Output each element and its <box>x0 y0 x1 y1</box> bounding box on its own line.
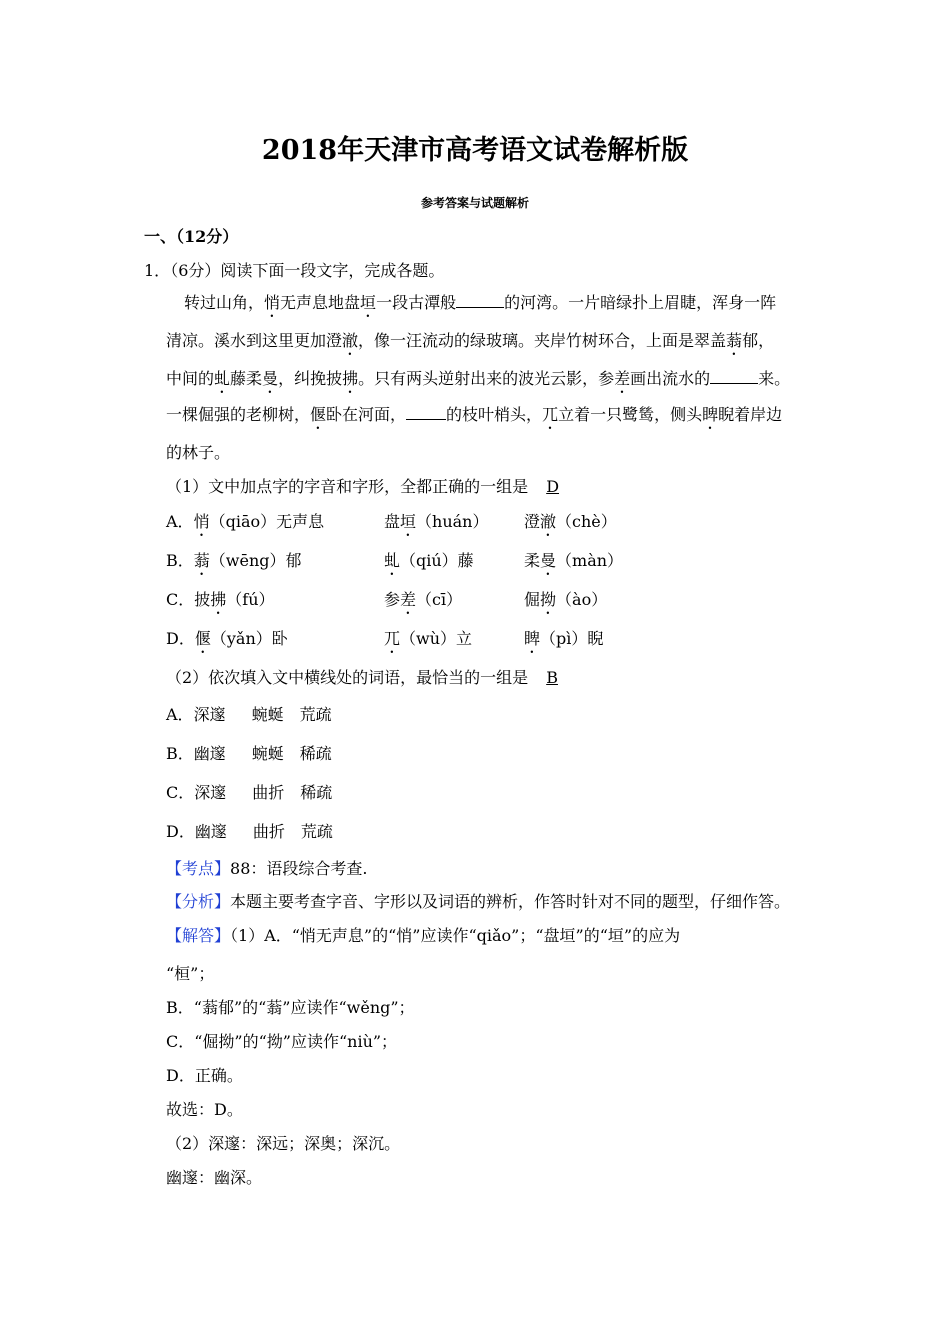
passage-text: 清凉。溪水到这里更加澄 <box>166 331 343 350</box>
dotted-char: 曼 <box>262 369 279 388</box>
dotted-char: 垣 <box>360 293 377 312</box>
option-letter: D． <box>166 822 195 841</box>
fill-blank-2 <box>710 369 758 384</box>
passage-line-2 <box>166 328 774 359</box>
dotted-char: 垣 <box>400 512 417 531</box>
subquestion-text: （1）文中加点字的字音和字形，全都正确的一组是 <box>166 477 529 496</box>
option-word: 稀疏 <box>299 744 332 763</box>
option-1A <box>166 509 324 540</box>
option-2C <box>166 780 332 803</box>
passage-text: 藤柔 <box>230 369 263 388</box>
dotted-char: 拂 <box>342 369 359 388</box>
option-text: （cī） <box>416 590 463 609</box>
subquestion-text: （2）依次填入文中横线处的词语，最恰当的一组是 <box>166 668 529 687</box>
passage-text: 郁， <box>742 331 775 350</box>
kaodian-text: 88：语段综合考查. <box>230 859 368 878</box>
dotted-char: 偃 <box>194 629 211 648</box>
option-text: （wù）立 <box>400 629 473 648</box>
answer-2: B <box>546 668 558 687</box>
passage-text: 。只有两头逆射出来的波光云影，参 <box>358 369 615 388</box>
passage-line-1 <box>184 290 776 321</box>
option-text: 盘 <box>384 512 401 531</box>
page-subtitle: 参考答案与试题解析 <box>420 196 529 210</box>
jieda-text: （1）A．“悄无声息”的“悄”应读作“qiǎo”；“盘垣”的“垣”的应为 <box>230 926 681 945</box>
option-1D-col3 <box>524 626 603 657</box>
jieda-line-3: B．“蓊郁”的“蓊”应读作“wěng”； <box>166 998 415 1017</box>
subquestion-2-prompt <box>166 665 558 688</box>
option-1B <box>166 548 302 579</box>
passage-text: 立着一只鹭鸶，侧头 <box>558 405 703 424</box>
fenxi-tag: 【分析】 <box>166 892 231 911</box>
dotted-char: 睥 <box>702 405 719 424</box>
dotted-char: 拂 <box>210 590 227 609</box>
question-number: 1． <box>144 261 171 280</box>
jieda-line-6: 故选：D。 <box>166 1100 243 1119</box>
option-text: 柔 <box>524 551 541 570</box>
dotted-char: 差 <box>400 590 417 609</box>
passage-text: 一段古潭般 <box>376 293 457 312</box>
passage-text: 一棵倔强的老柳树， <box>166 405 311 424</box>
jieda-line-4: C．“倔拗”的“拗”应读作“niù”； <box>166 1032 398 1051</box>
subquestion-1-prompt <box>166 474 559 497</box>
option-word: 蜿蜒 <box>251 744 284 763</box>
option-text: 倔 <box>524 590 541 609</box>
dotted-char: 澈 <box>342 331 359 350</box>
option-word: 荒疏 <box>299 705 332 724</box>
passage-text: 的枝叶梢头， <box>446 405 543 424</box>
option-word: 曲折 <box>252 822 285 841</box>
dotted-char: 蓊 <box>726 331 743 350</box>
jieda-line-1 <box>166 923 680 946</box>
option-1A-col2 <box>384 509 489 540</box>
option-word: 稀疏 <box>300 783 333 802</box>
option-2A <box>166 702 332 725</box>
option-letter: A． <box>166 512 194 531</box>
dotted-char: 兀 <box>384 629 401 648</box>
option-letter: C． <box>166 590 195 609</box>
question-prompt: （6分）阅读下面一段文字，完成各题。 <box>170 261 445 280</box>
dotted-char: 蓊 <box>193 551 210 570</box>
passage-text: 卧在河面， <box>326 405 407 424</box>
option-letter: C． <box>166 783 195 802</box>
option-1D-col2 <box>384 626 472 657</box>
kaodian-tag: 【考点】 <box>166 859 231 878</box>
option-text: （qiāo）无声息 <box>209 512 325 531</box>
dotted-char: 睥 <box>524 629 541 648</box>
passage-text: ，纠挽披 <box>278 369 343 388</box>
option-word: 蜿蜒 <box>251 705 284 724</box>
option-1C-col2 <box>384 587 462 618</box>
dotted-char: 差 <box>614 369 631 388</box>
option-1B-col2 <box>384 548 474 579</box>
option-text: （wēng）郁 <box>209 551 302 570</box>
passage-text: 转过山角， <box>184 293 265 312</box>
option-1C-col3 <box>524 587 607 618</box>
option-word: 曲折 <box>252 783 285 802</box>
option-text: （chè） <box>556 512 617 531</box>
section-heading: 一、（12分） <box>144 227 239 246</box>
option-text: 披 <box>194 590 211 609</box>
passage-text: 无声息地盘 <box>280 293 361 312</box>
jieda-line-8: 幽邃：幽深。 <box>166 1168 263 1187</box>
passage-line-3 <box>166 366 790 397</box>
option-letter: D． <box>166 629 195 648</box>
dotted-char: 兀 <box>542 405 559 424</box>
option-word: 荒疏 <box>300 822 333 841</box>
option-text: （fú） <box>226 590 275 609</box>
fenxi-line <box>166 889 790 912</box>
passage-line-4 <box>166 402 782 433</box>
option-text: （yǎn）卧 <box>210 629 288 648</box>
option-word: 幽邃 <box>193 744 226 763</box>
kaodian-line <box>166 856 367 879</box>
passage-text: 来。 <box>758 369 791 388</box>
passage-text: 中间的 <box>166 369 215 388</box>
dotted-char: 悄 <box>193 512 210 531</box>
jieda-line-7: （2）深邃：深远；深奥；深沉。 <box>166 1134 401 1153</box>
option-1B-col3 <box>524 548 623 579</box>
page-title: 2018年天津市高考语文试卷解析版 <box>261 135 689 166</box>
fenxi-text: 本题主要考查字音、字形以及词语的辨析，作答时针对不同的题型，仔细作答。 <box>230 892 791 911</box>
option-letter: B． <box>166 744 194 763</box>
dotted-char: 虬 <box>214 369 231 388</box>
fill-blank-3 <box>406 405 446 420</box>
option-text: 参 <box>384 590 401 609</box>
dotted-char: 虬 <box>384 551 401 570</box>
dotted-char: 澈 <box>540 512 557 531</box>
option-text: （màn） <box>556 551 624 570</box>
question-1-prompt <box>144 258 444 281</box>
jieda-line-5: D．正确。 <box>166 1066 243 1085</box>
option-word: 深邃 <box>193 705 226 724</box>
answer-1: D <box>546 477 560 496</box>
dotted-char: 拗 <box>540 590 557 609</box>
jieda-line-2: “桓”； <box>166 964 215 983</box>
passage-text: 的河湾。一片暗绿扑上眉睫，浑身一阵 <box>504 293 777 312</box>
jieda-tag: 【解答】 <box>166 926 231 945</box>
dotted-char: 曼 <box>540 551 557 570</box>
passage-text: 画出流水的 <box>630 369 711 388</box>
option-word: 深邃 <box>194 783 227 802</box>
option-text: （qiú）藤 <box>400 551 474 570</box>
option-word: 幽邃 <box>194 822 227 841</box>
option-text: 澄 <box>524 512 541 531</box>
passage-text: 睨着岸边 <box>718 405 783 424</box>
option-text: （ào） <box>556 590 608 609</box>
option-1C <box>166 587 275 618</box>
passage-text: ，像一汪流动的绿玻璃。夹岸竹树环合，上面是翠盖 <box>358 331 727 350</box>
option-text: （pì）睨 <box>540 629 604 648</box>
fill-blank-1 <box>456 293 504 308</box>
option-1A-col3 <box>524 509 617 540</box>
option-2B <box>166 741 332 764</box>
dotted-char: 偃 <box>310 405 327 424</box>
option-text: （huán） <box>416 512 489 531</box>
option-letter: B． <box>166 551 194 570</box>
dotted-char: 悄 <box>264 293 281 312</box>
option-1D <box>166 626 288 657</box>
option-2D <box>166 819 333 842</box>
option-letter: A． <box>166 705 194 724</box>
passage-line-5: 的林子。 <box>166 443 231 462</box>
